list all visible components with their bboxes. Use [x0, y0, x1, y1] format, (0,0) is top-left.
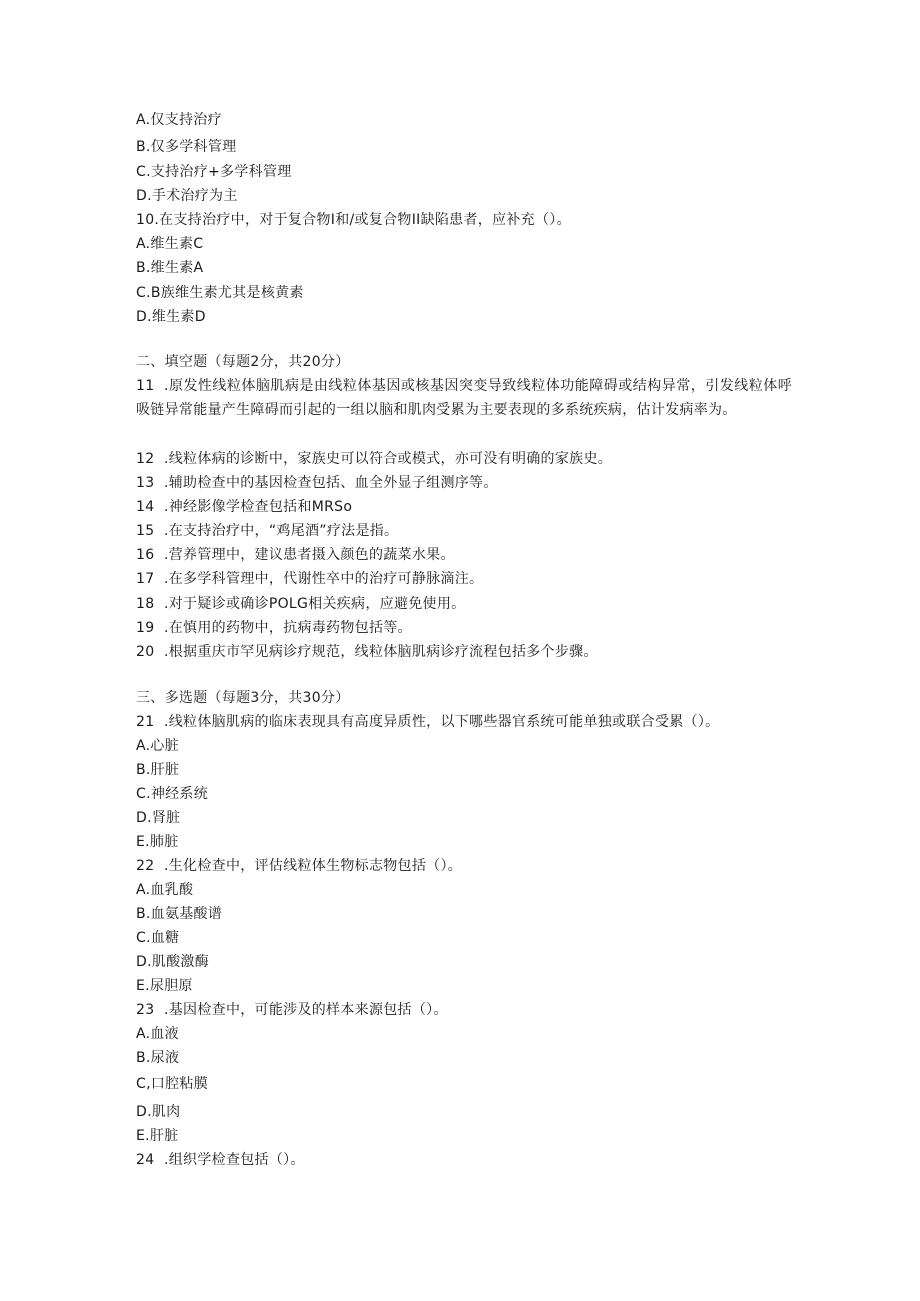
section3-heading: 三、多选题（每题3分，共30分）: [136, 690, 350, 706]
q10-text: 10.在支持治疗中，对于复合物I和/或复合物II缺陷患者，应补充（）。: [136, 212, 571, 228]
q13-number: 13: [136, 475, 155, 491]
q15-number: 15: [136, 523, 155, 539]
q15: [136, 521, 398, 541]
q23-option-d: D.肌肉: [136, 1104, 181, 1120]
q23-option-b: B.尿液: [136, 1050, 180, 1066]
q24-number: 24: [136, 1152, 155, 1168]
q23-option-c: C,口腔粘膜: [136, 1076, 209, 1092]
q11-text: .原发性线粒体脑肌病是由线粒体基因或核基因突变导致线粒体功能障碍或结构异常，引发线粒体呼吸链异常能量产生障碍而引起的一组以脑和肌肉受累为主要表现的多系统疾病，估计发病率为。: [136, 378, 792, 418]
q17-text: .在多学科管理中，代谢性卒中的治疗可静脉滴注。: [164, 571, 484, 587]
q17-number: 17: [136, 571, 155, 587]
q22-number: 22: [136, 858, 155, 874]
q22-option-c: C.血糖: [136, 930, 180, 946]
q15-text: .在支持治疗中，“鸡尾酒”疗法是指。: [164, 523, 399, 539]
q23-option-e: E.肝脏: [136, 1128, 179, 1144]
q23-option-a: A.血液: [136, 1026, 179, 1042]
q21-option-a: A.心脏: [136, 738, 179, 754]
q10-option-a: A.维生素C: [136, 236, 204, 252]
q11: [136, 374, 792, 422]
q24-text: .组织学检查包括（）。: [164, 1152, 305, 1168]
q22: [136, 856, 462, 876]
q17: [136, 569, 483, 589]
q10-option-d: D.维生素D: [136, 309, 206, 325]
q11-number: 11: [136, 378, 155, 394]
q21: [136, 712, 719, 732]
q16-text: .营养管理中，建议患者摄入颜色的蔬菜水果。: [164, 547, 455, 563]
q18: [136, 594, 465, 614]
q18-number: 18: [136, 596, 155, 612]
q19-number: 19: [136, 620, 155, 636]
q22-option-d: D.肌酸激酶: [136, 954, 210, 970]
q21-option-c: C.神经系统: [136, 786, 209, 802]
q23-number: 23: [136, 1002, 155, 1018]
q21-text: .线粒体脑肌病的临床表现具有高度异质性，以下哪些器官系统可能单独或联合受累（）。: [164, 714, 720, 730]
section2-heading: 二、填空题（每题2分，共20分）: [136, 354, 350, 370]
q12-text: .线粒体病的诊断中，家族史可以符合或模式，亦可没有明确的家族史。: [164, 451, 613, 467]
q20-number: 20: [136, 644, 155, 660]
q10-option-c: C.B族维生素尤其是核黄素: [136, 285, 304, 301]
q21-option-d: D.肾脏: [136, 810, 181, 826]
q22-option-b: B.血氨基酸谱: [136, 906, 223, 922]
q21-option-b: B.肝脏: [136, 762, 180, 778]
q20: [136, 642, 598, 662]
q14: [136, 497, 352, 517]
q22-option-e: E.尿胆原: [136, 978, 193, 994]
q14-number: 14: [136, 499, 155, 515]
q13-text: .辅助检查中的基因检查包括、血全外显子组测序等。: [164, 475, 498, 491]
q16-number: 16: [136, 547, 155, 563]
q22-text: .生化检查中，评估线粒体生物标志物包括（）。: [164, 858, 463, 874]
q23-text: .基因检查中，可能涉及的样本来源包括（）。: [164, 1002, 448, 1018]
q21-number: 21: [136, 714, 155, 730]
q9-option-c: C.支持治疗+多学科管理: [136, 164, 292, 180]
q18-text: .对于疑诊或确诊POLG相关疾病，应避免使用。: [164, 596, 466, 612]
q12: [136, 449, 612, 469]
q23: [136, 1000, 448, 1020]
q16: [136, 545, 455, 565]
q9-option-a: A.仅支持治疗: [136, 112, 222, 128]
q19: [136, 618, 412, 638]
q10-option-b: B.维生素A: [136, 260, 204, 276]
q9-option-b: B.仅多学科管理: [136, 139, 237, 155]
q13: [136, 473, 498, 493]
q22-option-a: A.血乳酸: [136, 882, 194, 898]
q9-option-d: D.手术治疗为主: [136, 188, 238, 204]
q12-number: 12: [136, 451, 155, 467]
q19-text: .在慎用的药物中，抗病毒药物包括等。: [164, 620, 412, 636]
q21-option-e: E.肺脏: [136, 834, 179, 850]
q24: [136, 1150, 305, 1170]
q20-text: .根据重庆市罕见病诊疗规范，线粒体脑肌病诊疗流程包括多个步骤。: [164, 644, 598, 660]
q14-text: .神经影像学检查包括和MRSo: [164, 499, 353, 515]
